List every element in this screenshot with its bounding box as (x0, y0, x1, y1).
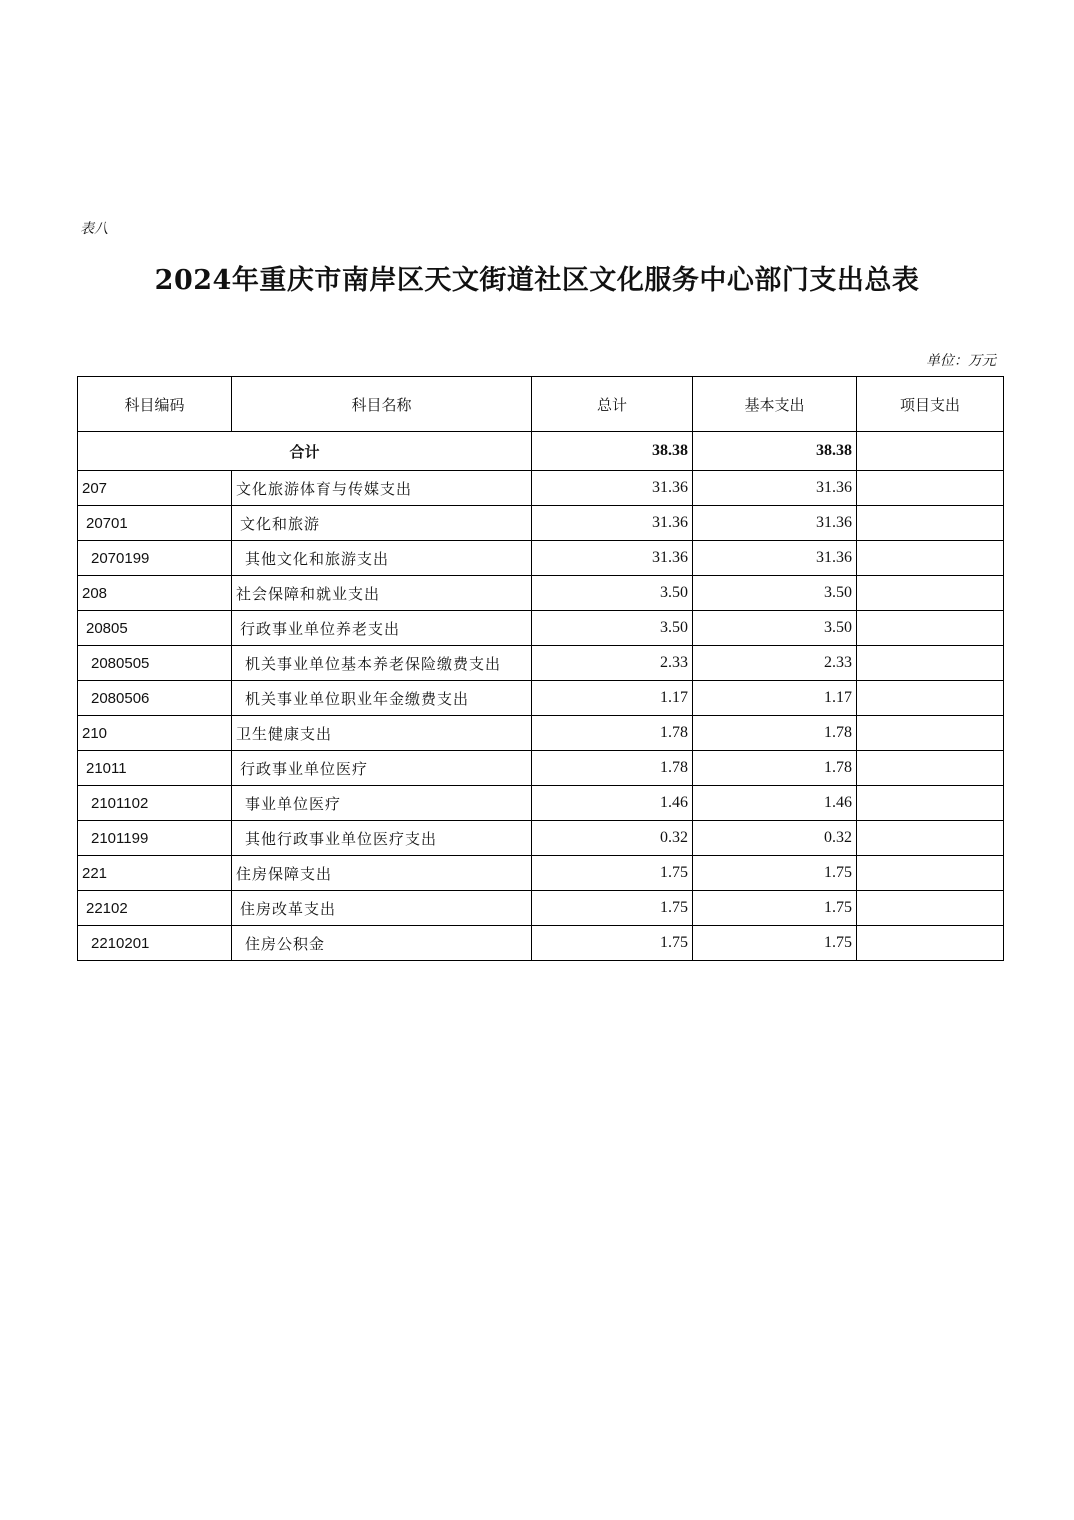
row-name: 机关事业单位职业年金缴费支出 (232, 681, 532, 716)
page-title: 2024年重庆市南岸区天文街道社区文化服务中心部门支出总表 (154, 265, 920, 296)
row-total: 1.75 (532, 856, 693, 891)
table-row (78, 821, 1004, 856)
row-basic: 1.46 (693, 786, 857, 821)
row-name: 事业单位医疗 (232, 786, 532, 821)
table-number-label: 表八 (80, 221, 108, 237)
row-project (857, 821, 1004, 856)
row-project (857, 646, 1004, 681)
table-row (78, 681, 1004, 716)
row-basic: 1.78 (693, 751, 857, 786)
row-name: 其他文化和旅游支出 (232, 541, 532, 576)
table-row (78, 646, 1004, 681)
table-row (78, 786, 1004, 821)
row-total: 2.33 (532, 646, 693, 681)
row-basic: 31.36 (693, 541, 857, 576)
row-basic: 3.50 (693, 611, 857, 646)
row-code: 21011 (78, 751, 232, 786)
table-row (78, 891, 1004, 926)
row-code: 20805 (78, 611, 232, 646)
row-name: 住房公积金 (232, 926, 532, 961)
row-total: 1.46 (532, 786, 693, 821)
total-label: 合计 (78, 432, 532, 471)
row-total: 1.78 (532, 716, 693, 751)
row-basic: 1.75 (693, 926, 857, 961)
row-name: 文化和旅游 (232, 506, 532, 541)
row-code: 2080506 (78, 681, 232, 716)
total-row (78, 432, 1004, 471)
row-total: 31.36 (532, 541, 693, 576)
row-total: 0.32 (532, 821, 693, 856)
header-code: 科目编码 (78, 377, 232, 432)
row-total: 3.50 (532, 611, 693, 646)
total-sum: 38.38 (532, 432, 693, 471)
row-project (857, 786, 1004, 821)
row-basic: 31.36 (693, 471, 857, 506)
row-code: 210 (78, 716, 232, 751)
row-basic: 1.75 (693, 856, 857, 891)
row-project (857, 716, 1004, 751)
row-code: 2101102 (78, 786, 232, 821)
header-name: 科目名称 (232, 377, 532, 432)
table-row (78, 541, 1004, 576)
row-name: 机关事业单位基本养老保险缴费支出 (232, 646, 532, 681)
table-row (78, 751, 1004, 786)
row-code: 2210201 (78, 926, 232, 961)
row-code: 2070199 (78, 541, 232, 576)
table-row (78, 611, 1004, 646)
row-project (857, 471, 1004, 506)
table-row (78, 716, 1004, 751)
row-basic: 2.33 (693, 646, 857, 681)
table-row (78, 856, 1004, 891)
total-basic: 38.38 (693, 432, 857, 471)
row-code: 207 (78, 471, 232, 506)
table-row (78, 506, 1004, 541)
unit-note: 单位：万元 (926, 353, 996, 369)
row-project (857, 856, 1004, 891)
expenditure-table (77, 376, 1004, 961)
row-basic: 3.50 (693, 576, 857, 611)
row-total: 3.50 (532, 576, 693, 611)
row-name: 住房改革支出 (232, 891, 532, 926)
row-code: 2101199 (78, 821, 232, 856)
row-code: 2080505 (78, 646, 232, 681)
row-name: 社会保障和就业支出 (232, 576, 532, 611)
table-row (78, 471, 1004, 506)
row-total: 1.17 (532, 681, 693, 716)
row-total: 31.36 (532, 471, 693, 506)
header-project: 项目支出 (857, 377, 1004, 432)
row-basic: 1.78 (693, 716, 857, 751)
table-row (78, 576, 1004, 611)
header-row (78, 377, 1004, 432)
row-code: 22102 (78, 891, 232, 926)
row-project (857, 751, 1004, 786)
row-name: 行政事业单位养老支出 (232, 611, 532, 646)
row-name: 其他行政事业单位医疗支出 (232, 821, 532, 856)
row-project (857, 926, 1004, 961)
row-basic: 1.75 (693, 891, 857, 926)
table-row (78, 926, 1004, 961)
header-total: 总计 (532, 377, 693, 432)
row-name: 住房保障支出 (232, 856, 532, 891)
row-basic: 31.36 (693, 506, 857, 541)
row-project (857, 681, 1004, 716)
total-project (857, 432, 1004, 471)
row-code: 208 (78, 576, 232, 611)
row-project (857, 541, 1004, 576)
row-project (857, 611, 1004, 646)
row-total: 31.36 (532, 506, 693, 541)
row-name: 卫生健康支出 (232, 716, 532, 751)
row-name: 行政事业单位医疗 (232, 751, 532, 786)
row-name: 文化旅游体育与传媒支出 (232, 471, 532, 506)
row-project (857, 506, 1004, 541)
row-code: 20701 (78, 506, 232, 541)
row-total: 1.75 (532, 926, 693, 961)
row-basic: 0.32 (693, 821, 857, 856)
row-project (857, 891, 1004, 926)
header-basic: 基本支出 (693, 377, 857, 432)
row-total: 1.78 (532, 751, 693, 786)
row-basic: 1.17 (693, 681, 857, 716)
row-project (857, 576, 1004, 611)
row-code: 221 (78, 856, 232, 891)
row-total: 1.75 (532, 891, 693, 926)
